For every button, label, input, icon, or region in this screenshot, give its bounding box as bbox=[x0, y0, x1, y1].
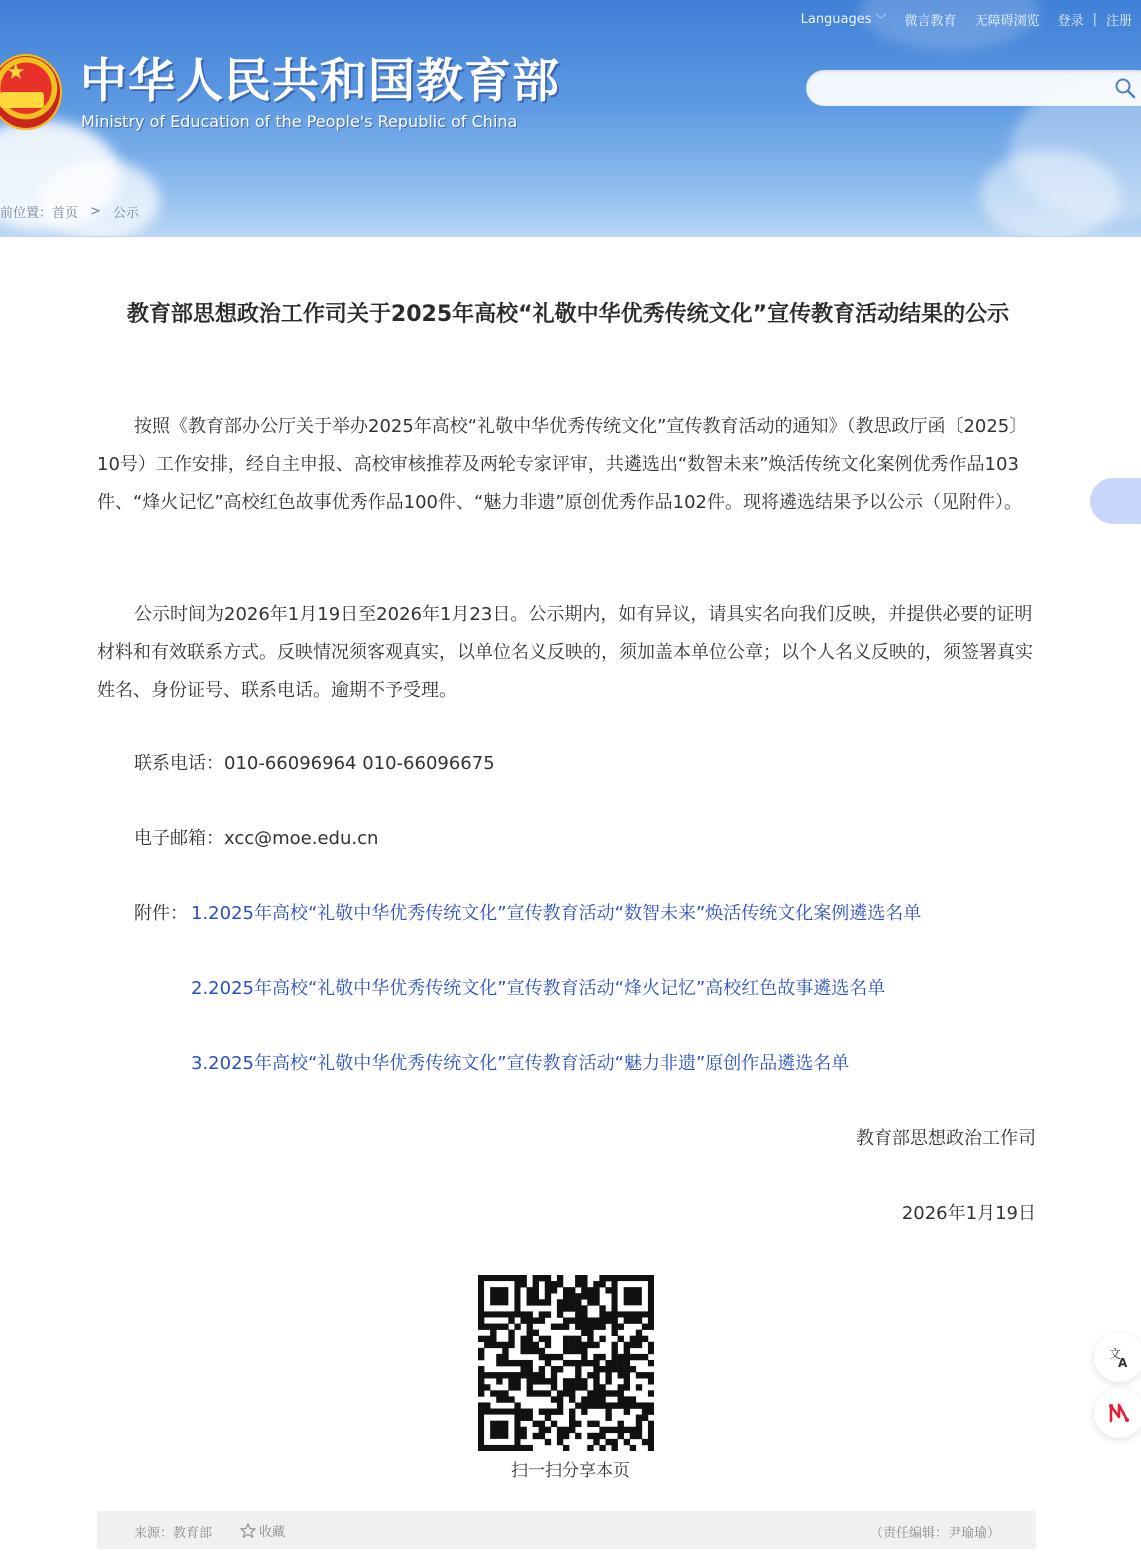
breadcrumb-current-link[interactable]: 公示 bbox=[112, 206, 139, 221]
breadcrumb-home-link[interactable]: 首页 bbox=[52, 206, 79, 221]
search-input[interactable] bbox=[820, 76, 1104, 102]
star-outline-icon bbox=[240, 1523, 256, 1538]
languages-menu[interactable] bbox=[801, 11, 887, 27]
translate-button[interactable] bbox=[1094, 1332, 1141, 1382]
attachment-link-1[interactable]: 1.2025年高校“礼敬中华优秀传统文化”宣传教育活动“数智未来”焕活传统文化案例遴选名单 bbox=[191, 903, 922, 924]
svg-text:文: 文 bbox=[1109, 1347, 1122, 1361]
signature-organization: 教育部思想政治工作司 bbox=[856, 1128, 1036, 1149]
star-icon: ★ bbox=[6, 60, 26, 85]
article-paragraph: 按照《教育部办公厅关于举办2025年高校“礼敬中华优秀传统文化”宣传教育活动的通知》（教思政厅函〔2025〕10号）工作安排，经自主申报、高校审核推荐及两轮专家评审，共遴选出“数智未来”焕活传统文化案例优秀作品103件、“烽火记忆”高校红色故事优秀作品100件、“魅力非遗”原创优秀作品102件。现将遴选结果予以公示（见附件）。 bbox=[97, 416, 1028, 513]
breadcrumb-separator: > bbox=[90, 204, 101, 219]
site-logo-subtitle: Ministry of Education of the People's Republic of China bbox=[81, 112, 518, 131]
svg-text:A: A bbox=[1118, 1356, 1128, 1369]
responsible-editor: （责任编辑：尹瑜瑜） bbox=[869, 1526, 1000, 1541]
national-emblem-icon bbox=[0, 54, 62, 130]
attachment-label: 附件： bbox=[134, 903, 188, 924]
search-box bbox=[806, 70, 1141, 106]
floating-side-tab[interactable] bbox=[1090, 478, 1141, 524]
chevron-down-icon: ﹀ bbox=[875, 13, 887, 26]
assistant-button[interactable] bbox=[1094, 1388, 1141, 1438]
qr-caption: 扫一扫分享本页 bbox=[511, 1461, 630, 1481]
attachment-link-2[interactable]: 2.2025年高校“礼敬中华优秀传统文化”宣传教育活动“烽火记忆”高校红色故事遴选名单 bbox=[191, 978, 886, 999]
nav-separator: | bbox=[1092, 11, 1097, 27]
contact-phone: 联系电话：010-66096964 010-66096675 bbox=[134, 753, 495, 774]
attachment-link-3[interactable]: 3.2025年高校“礼敬中华优秀传统文化”宣传教育活动“魅力非遗”原创作品遴选名单 bbox=[191, 1053, 850, 1074]
site-logo-title[interactable]: 中华人民共和国教育部 bbox=[80, 54, 560, 109]
assistant-icon bbox=[1106, 1400, 1132, 1426]
cloud-decoration bbox=[980, 150, 1120, 237]
search-icon[interactable] bbox=[1114, 77, 1136, 99]
article-footer-bar bbox=[97, 1511, 1036, 1549]
login-link[interactable]: 登录 bbox=[1057, 13, 1084, 29]
translate-icon bbox=[1107, 1345, 1131, 1369]
weiyan-link[interactable]: 微言教育 bbox=[904, 13, 957, 29]
article-title: 教育部思想政治工作司关于2025年高校“礼敬中华优秀传统文化”宣传教育活动结果的公示 bbox=[126, 302, 1010, 327]
languages-label: Languages bbox=[800, 11, 872, 27]
cloud-decoration bbox=[40, 160, 160, 237]
breadcrumb bbox=[0, 202, 139, 221]
signature-date: 2026年1月19日 bbox=[901, 1203, 1036, 1224]
site-header bbox=[0, 0, 1141, 237]
contact-email: 电子邮箱：xcc@moe.edu.cn bbox=[134, 828, 379, 849]
top-nav bbox=[792, 8, 1141, 30]
source-label: 来源：教育部 bbox=[134, 1526, 213, 1541]
favorite-label: 收藏 bbox=[259, 1525, 286, 1540]
article-paragraph: 公示时间为2026年1月19日至2026年1月23日。公示期内，如有异议，请具实名向我们反映，并提供必要的证明材料和有效联系方式。反映情况须客观真实，以单位名义反映的，须加盖本单位公章；以个人名义反映的，须签署真实姓名、身份证号、联系电话。逾期不予受理。 bbox=[97, 604, 1033, 701]
gate-icon bbox=[0, 92, 44, 108]
register-link[interactable]: 注册 bbox=[1105, 13, 1132, 29]
breadcrumb-prefix: 前位置： bbox=[0, 206, 53, 221]
qr-code-icon bbox=[478, 1275, 654, 1451]
favorite-button[interactable] bbox=[240, 1521, 285, 1540]
accessible-browsing-link[interactable]: 无障碍浏览 bbox=[974, 13, 1040, 29]
